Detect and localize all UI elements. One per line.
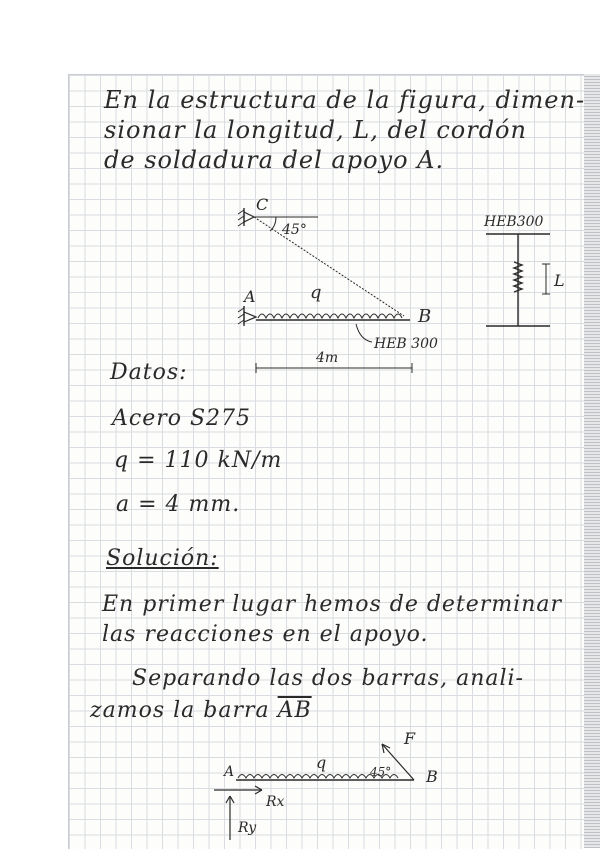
fbd-angle-label: 45° [370,765,392,779]
fbd-label-q: q [316,753,327,772]
support-a [238,306,256,326]
solucion-line-2: las reacciones en el apoyo. [102,622,429,647]
label-c: C [256,195,269,214]
span-label: 4m [316,350,339,366]
weld-length-label: L [554,271,565,290]
beam-profile-label: HEB 300 [374,336,438,352]
datos-acero: Acero S275 [112,406,252,431]
fbd-label-rx: Rx [266,794,285,810]
problem-line-1: En la estructura de la figura, dimen- [104,86,586,114]
problem-line-2: sionar la longitud, L, del cordón [104,116,527,144]
datos-a: a = 4 mm. [116,492,241,517]
label-q: q [310,282,322,303]
support-c [238,208,254,226]
fbd-label-b: B [426,767,438,786]
fbd-label-a: A [224,764,235,780]
angle-arc [270,217,276,231]
solucion-line-1: En primer lugar hemos de determinar [102,592,563,617]
problem-line-3: de soldadura del apoyo A. [104,146,445,174]
profile-leader [356,324,372,342]
solucion-line-4 [90,698,312,723]
fbd-label-ry: Ry [238,820,257,836]
bar-ab-label: $\overline{AB}$ [277,698,312,723]
distributed-load [258,314,402,318]
section-profile-label: HEB300 [484,214,544,230]
solucion-line-4-prefix: zamos la barra [90,698,270,723]
label-a: A [244,287,256,306]
datos-q: q = 110 kN/m [114,448,283,473]
datos-heading: Datos: [110,360,188,385]
label-b: B [418,306,432,327]
angle-c-label: 45° [282,222,307,238]
cable-cb [254,217,404,316]
fbd-label-f: F [404,729,416,748]
solucion-heading: Solución: [106,546,219,571]
solucion-line-3: Separando las dos barras, anali- [132,666,524,691]
